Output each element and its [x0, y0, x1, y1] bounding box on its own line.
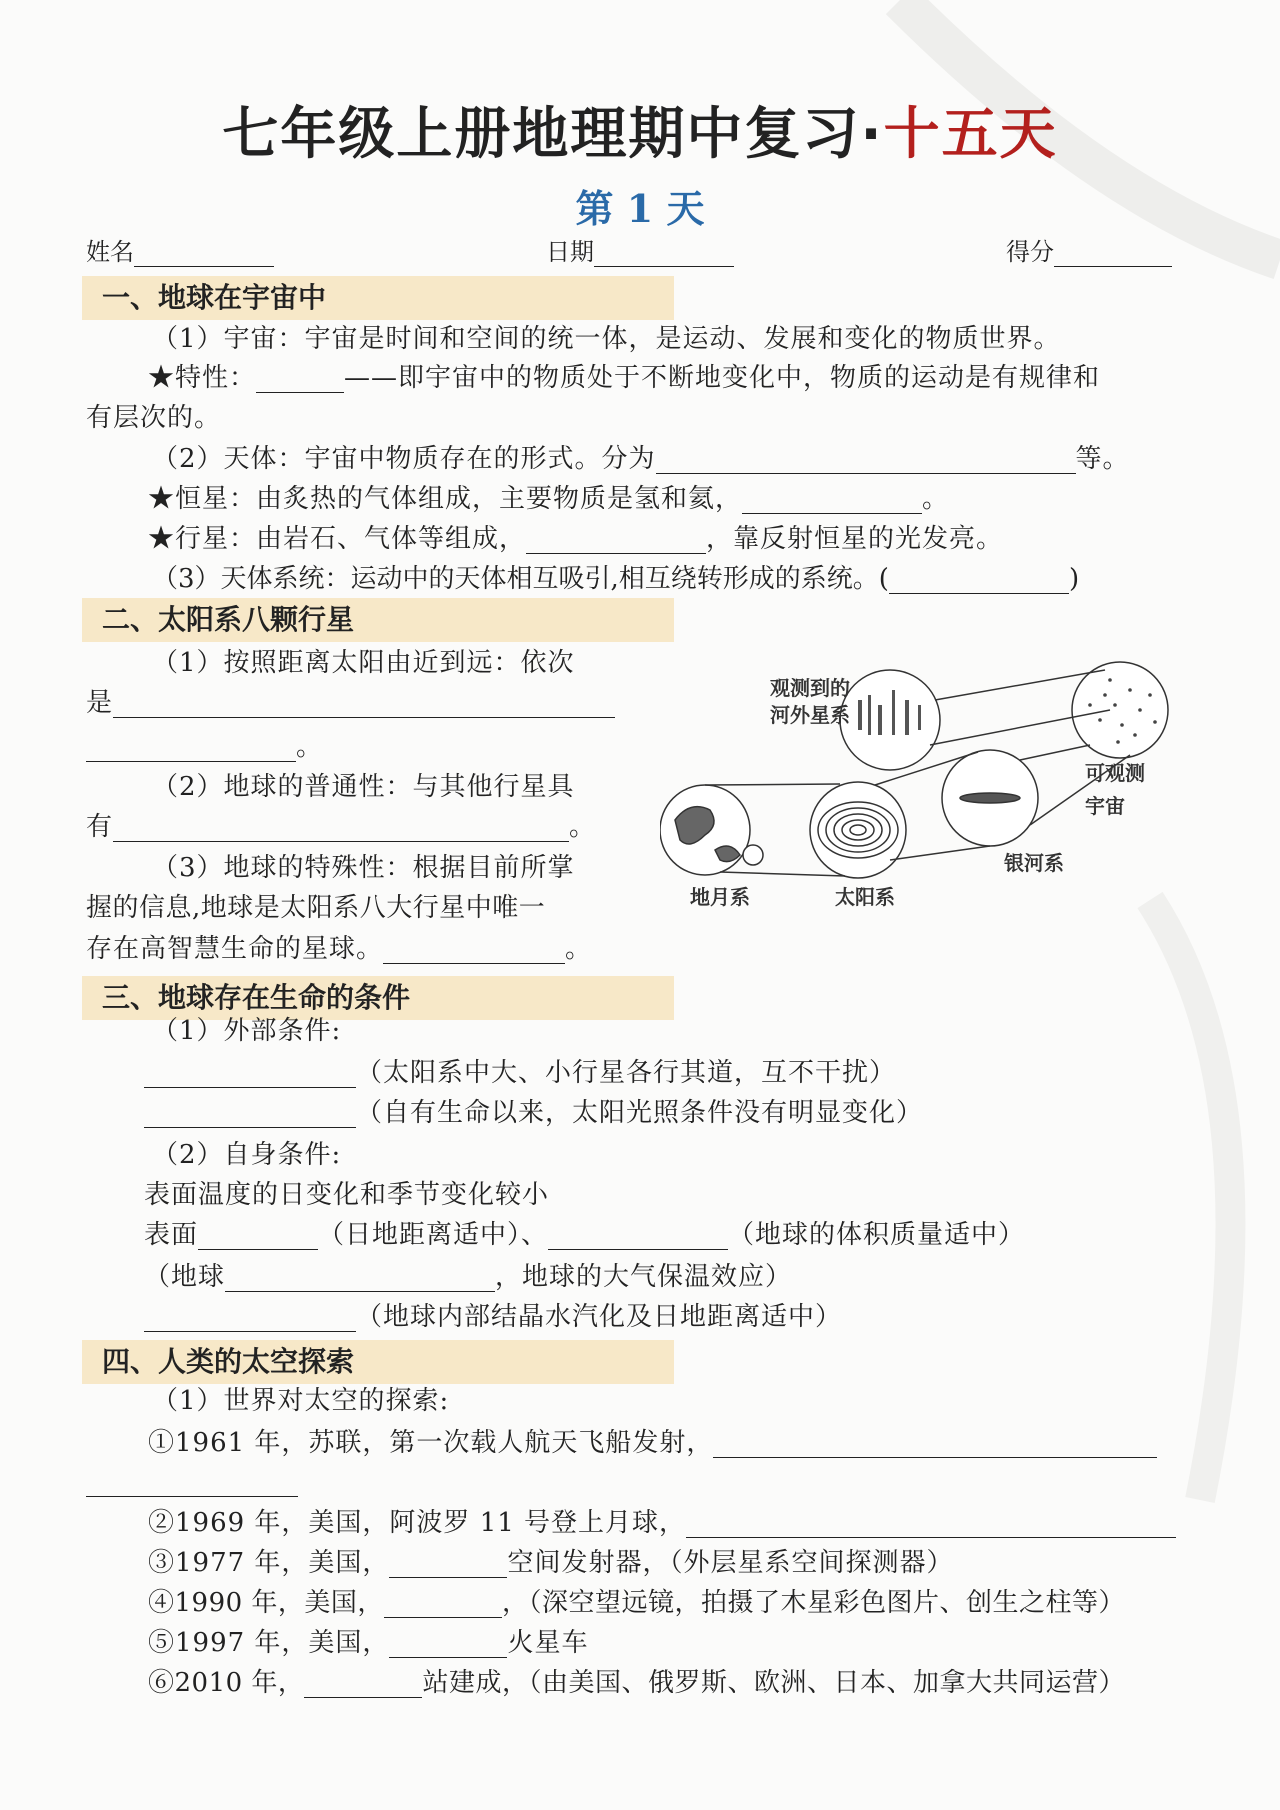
s4-2010-text: ⑥2010 年， — [148, 1668, 305, 1698]
s2-common-line: （2）地球的普通性：与其他行星具 — [152, 772, 575, 802]
s2-common-end: 。 — [569, 812, 597, 842]
s1-property-text: ——即宇宙中的物质处于不断地变化中，物质的运动是有规律和 — [344, 363, 1101, 393]
s4-item-1997 — [148, 1628, 588, 1658]
s2-special-cont: 握的信息,地球是太阳系八大行星中唯一 — [86, 893, 546, 923]
score-blank[interactable] — [1054, 244, 1172, 267]
s3-external-1 — [144, 1058, 896, 1088]
celestial-systems-diagram — [660, 650, 1200, 920]
s2-common-label: 有 — [86, 812, 114, 842]
s3-internal-1: 表面温度的日变化和季节变化较小 — [144, 1180, 550, 1210]
s2-order-label: 是 — [86, 688, 114, 718]
s1-system-line — [152, 564, 1079, 594]
s4-1990-text: ④1990 年，美国， — [148, 1588, 384, 1618]
s3-atmo-text: ，地球的大气保温效应） — [495, 1262, 793, 1292]
s1-property-cont: 有层次的。 — [86, 403, 222, 433]
label-solar: 太阳系 — [835, 885, 895, 909]
s1-property-line — [148, 363, 1100, 393]
s1-star-blank[interactable] — [742, 487, 922, 514]
s2-common-blank[interactable] — [113, 815, 569, 842]
s4-1977-blank[interactable] — [389, 1551, 507, 1578]
s3-atmo-label: （地球 — [144, 1262, 226, 1292]
label-observed-2: 河外星系 — [770, 703, 850, 727]
s4-1961-text: ①1961 年，苏联，第一次载人航天飞船发射， — [148, 1428, 714, 1458]
s3-internal-line: （2）自身条件: — [152, 1140, 342, 1170]
s4-2010-blank[interactable] — [304, 1671, 422, 1698]
s4-1977-desc: 空间发射器，（外层星系空间探测器） — [507, 1548, 954, 1578]
s3-water-blank[interactable] — [144, 1305, 356, 1332]
s2-order-blank-2[interactable] — [86, 735, 296, 762]
s2-special-text: 存在高智慧生命的星球。 — [86, 934, 384, 964]
score-label: 得分 — [1006, 238, 1054, 266]
s2-order-blank-1[interactable] — [113, 691, 615, 718]
s4-1961-blank[interactable] — [713, 1431, 1157, 1458]
s3-surface-label: 表面 — [144, 1220, 199, 1250]
s4-1969-text: ②1969 年，美国，阿波罗 11 号登上月球， — [148, 1508, 687, 1538]
s2-order-line: （1）按照距离太阳由近到远：依次 — [152, 648, 575, 678]
s2-special-cont-2 — [86, 934, 592, 964]
link-line-1 — [705, 784, 840, 785]
s4-item-1990 — [148, 1588, 1125, 1618]
label-galaxy: 银河系 — [1004, 851, 1064, 875]
s2-common-cont — [86, 812, 596, 842]
s3-internal-3 — [144, 1262, 792, 1292]
s1-planet-text: ★行星：由岩石、气体等组成， — [148, 524, 527, 554]
s3-external-blank-2[interactable] — [144, 1101, 356, 1128]
s2-order-end: 。 — [296, 732, 324, 762]
s4-1997-text: ⑤1997 年，美国， — [148, 1628, 390, 1658]
universe-circle — [1072, 662, 1168, 758]
day-label: 第 1 天 — [575, 186, 705, 231]
name-label: 姓名 — [86, 238, 134, 266]
date-blank[interactable] — [594, 244, 734, 267]
section-3-heading: 三、地球存在生命的条件 — [82, 976, 674, 1020]
s1-celestial-end: 等。 — [1075, 444, 1130, 474]
s1-star-line — [148, 484, 949, 514]
name-field[interactable] — [86, 232, 274, 267]
s1-planet-blank[interactable] — [526, 527, 706, 554]
s3-internal-2 — [144, 1220, 1025, 1250]
solar-system-circle — [810, 782, 906, 878]
s3-external-text-1: （太阳系中大、小行星各行其道，互不干扰） — [356, 1058, 897, 1088]
s4-item-1969 — [148, 1508, 1176, 1538]
moon-circle — [743, 845, 763, 865]
label-observed: 观测到的 — [770, 676, 850, 700]
s3-internal-4 — [144, 1302, 842, 1332]
s3-mass-text: （地球的体积质量适中） — [728, 1220, 1026, 1250]
label-universe-2: 宇宙 — [1085, 794, 1125, 818]
s3-surface-blank[interactable] — [198, 1223, 318, 1250]
s2-order-cont — [86, 688, 615, 718]
s1-celestial-line — [152, 444, 1130, 474]
s1-system-end: ) — [1068, 564, 1080, 594]
s2-special-end: 。 — [565, 934, 593, 964]
s3-external-blank-1[interactable] — [144, 1061, 356, 1088]
section-1-heading: 一、地球在宇宙中 — [82, 276, 674, 320]
date-field[interactable] — [546, 232, 734, 267]
s3-surface-text: （日地距离适中）、 — [318, 1220, 549, 1250]
s3-external-line: （1）外部条件: — [152, 1016, 342, 1046]
s1-celestial-blank[interactable] — [656, 447, 1076, 474]
s1-planet-end: ，靠反射恒星的光发亮。 — [706, 524, 1004, 554]
s4-1961-blank-cont[interactable] — [86, 1496, 298, 1497]
s2-special-line: （3）地球的特殊性：根据目前所掌 — [152, 853, 575, 883]
s4-1977-text: ③1977 年，美国， — [148, 1548, 390, 1578]
s4-item-1961 — [148, 1428, 1157, 1458]
s1-system-text: （3）天体系统：运动中的天体相互吸引,相互绕转形成的系统。( — [152, 564, 889, 594]
s3-mass-blank[interactable] — [548, 1223, 728, 1250]
s2-special-blank[interactable] — [383, 937, 565, 964]
s3-external-2 — [144, 1098, 923, 1128]
score-field[interactable] — [1006, 232, 1172, 267]
s1-celestial-text: （2）天体：宇宙中物质存在的形式。分为 — [152, 444, 656, 474]
s3-water-text: （地球内部结晶水汽化及日地距离适中） — [356, 1302, 843, 1332]
title-highlight: 十五天 — [883, 102, 1058, 167]
section-2-heading: 二、太阳系八颗行星 — [82, 598, 674, 642]
s4-1997-desc: 火星车 — [507, 1628, 589, 1658]
s4-1990-desc: ，（深空望远镜，拍摄了木星彩色图片、创生之柱等） — [501, 1588, 1125, 1618]
link-line-5 — [1020, 745, 1090, 760]
s4-intro-line: （1）世界对太空的探索: — [152, 1386, 450, 1416]
s1-star-end: 。 — [922, 484, 950, 514]
section-4-heading: 四、人类的太空探索 — [82, 1340, 674, 1384]
label-universe: 可观测 — [1085, 761, 1145, 785]
s1-property-label: ★特性： — [148, 363, 257, 393]
s3-external-text-2: （自有生命以来，太阳光照条件没有明显变化） — [356, 1098, 924, 1128]
s1-system-blank[interactable] — [889, 567, 1069, 594]
observed-galaxy-circle — [840, 670, 940, 770]
link-line-4 — [890, 846, 990, 860]
s4-item-2010 — [148, 1668, 1125, 1698]
galaxy-disk — [960, 793, 1020, 803]
s4-1990-blank[interactable] — [384, 1591, 502, 1618]
date-label: 日期 — [546, 238, 594, 266]
s4-item-1977 — [148, 1548, 953, 1578]
name-blank[interactable] — [134, 244, 274, 267]
s1-planet-line — [148, 524, 1003, 554]
s1-property-blank[interactable] — [256, 366, 344, 393]
title-main: 七年级上册地理期中复习· — [222, 102, 884, 167]
s4-1997-blank[interactable] — [389, 1631, 507, 1658]
s1-universe-line: （1）宇宙：宇宙是时间和空间的统一体，是运动、发展和变化的物质世界。 — [152, 324, 1061, 354]
label-earth-moon: 地月系 — [690, 885, 750, 909]
s1-star-text: ★恒星：由炙热的气体组成，主要物质是氢和氦， — [148, 484, 743, 514]
s2-order-cont-2 — [86, 732, 323, 762]
bg-curve-right — [1150, 900, 1230, 1500]
s4-2010-desc: 站建成，（由美国、俄罗斯、欧洲、日本、加拿大共同运营） — [422, 1668, 1125, 1698]
s3-atmo-blank[interactable] — [225, 1265, 495, 1292]
link-line-2 — [720, 872, 845, 876]
s4-1969-blank[interactable] — [686, 1511, 1176, 1538]
page-title — [0, 90, 1280, 170]
